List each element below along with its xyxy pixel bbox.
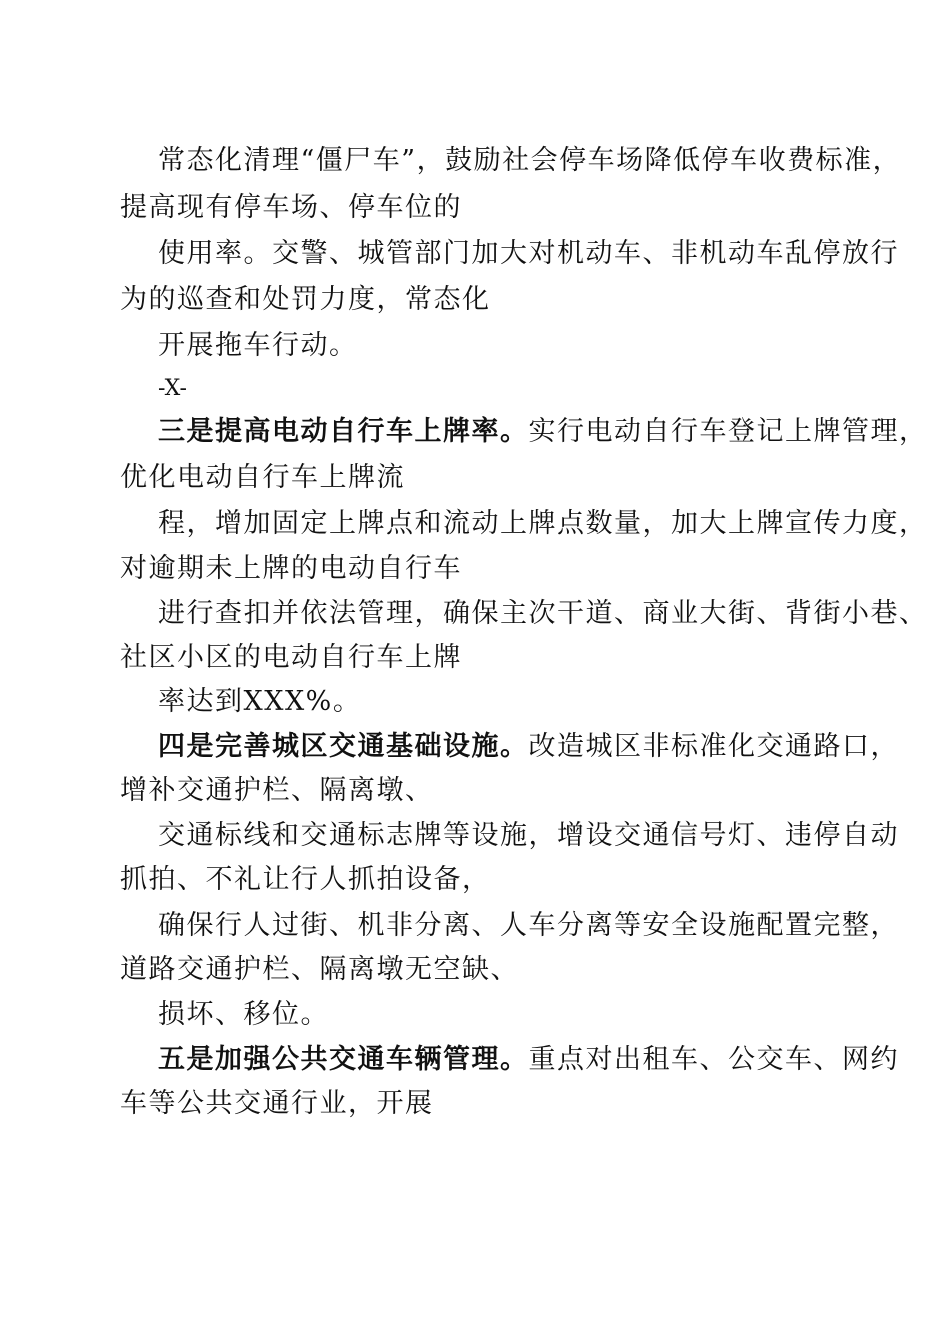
section-heading: 三是提高电动自行车上牌率。 [158, 416, 529, 447]
text-line: 率达到XXX%。 [158, 686, 362, 717]
text-line: 社区小区的电动自行车上牌 [120, 642, 462, 673]
section-heading: 五是加强公共交通车辆管理。 [158, 1044, 529, 1075]
text-line: 为的巡查和处罚力度，常态化 [120, 284, 491, 315]
paragraph-first-line [158, 1042, 899, 1078]
text-run: 改造城区非标准化交通路口， [528, 731, 899, 762]
text-line: 进行查扣并依法管理，确保主次干道、商业大街、背街小巷、 [158, 598, 928, 629]
section-heading: 四是完善城区交通基础设施。 [158, 731, 529, 762]
text-run: 实行电动自行车登记上牌管理， [528, 416, 928, 447]
text-run: 重点对出租车、公交车、网约 [528, 1044, 899, 1075]
text-line: 使用率。交警、城管部门加大对机动车、非机动车乱停放行 [158, 238, 899, 269]
text-line: 交通标线和交通标志牌等设施，增设交通信号灯、违停自动 [158, 820, 899, 851]
text-line: 车等公共交通行业，开展 [120, 1088, 434, 1119]
text-line: 确保行人过街、机非分离、人车分离等安全设施配置完整， [158, 910, 899, 941]
text-line: 优化电动自行车上牌流 [120, 462, 405, 493]
text-line: 道路交通护栏、隔离墩无空缺、 [120, 954, 519, 985]
paragraph-first-line [158, 414, 928, 450]
text-line: 程，增加固定上牌点和流动上牌点数量，加大上牌宣传力度， [158, 508, 928, 539]
text-line: 抓拍、不礼让行人抓拍设备， [120, 864, 491, 895]
text-line: 提高现有停车场、停车位的 [120, 192, 462, 223]
paragraph-first-line [158, 729, 899, 765]
text-line: 开展拖车行动。 [158, 330, 358, 361]
text-line: 增补交通护栏、隔离墩、 [120, 775, 434, 806]
text-line: 常态化清理“僵尸车”，鼓励社会停车场降低停车收费标准， [158, 145, 902, 176]
page-separator: -X- [158, 376, 187, 401]
text-line: 损坏、移位。 [158, 999, 329, 1030]
text-line: 对逾期未上牌的电动自行车 [120, 553, 462, 584]
